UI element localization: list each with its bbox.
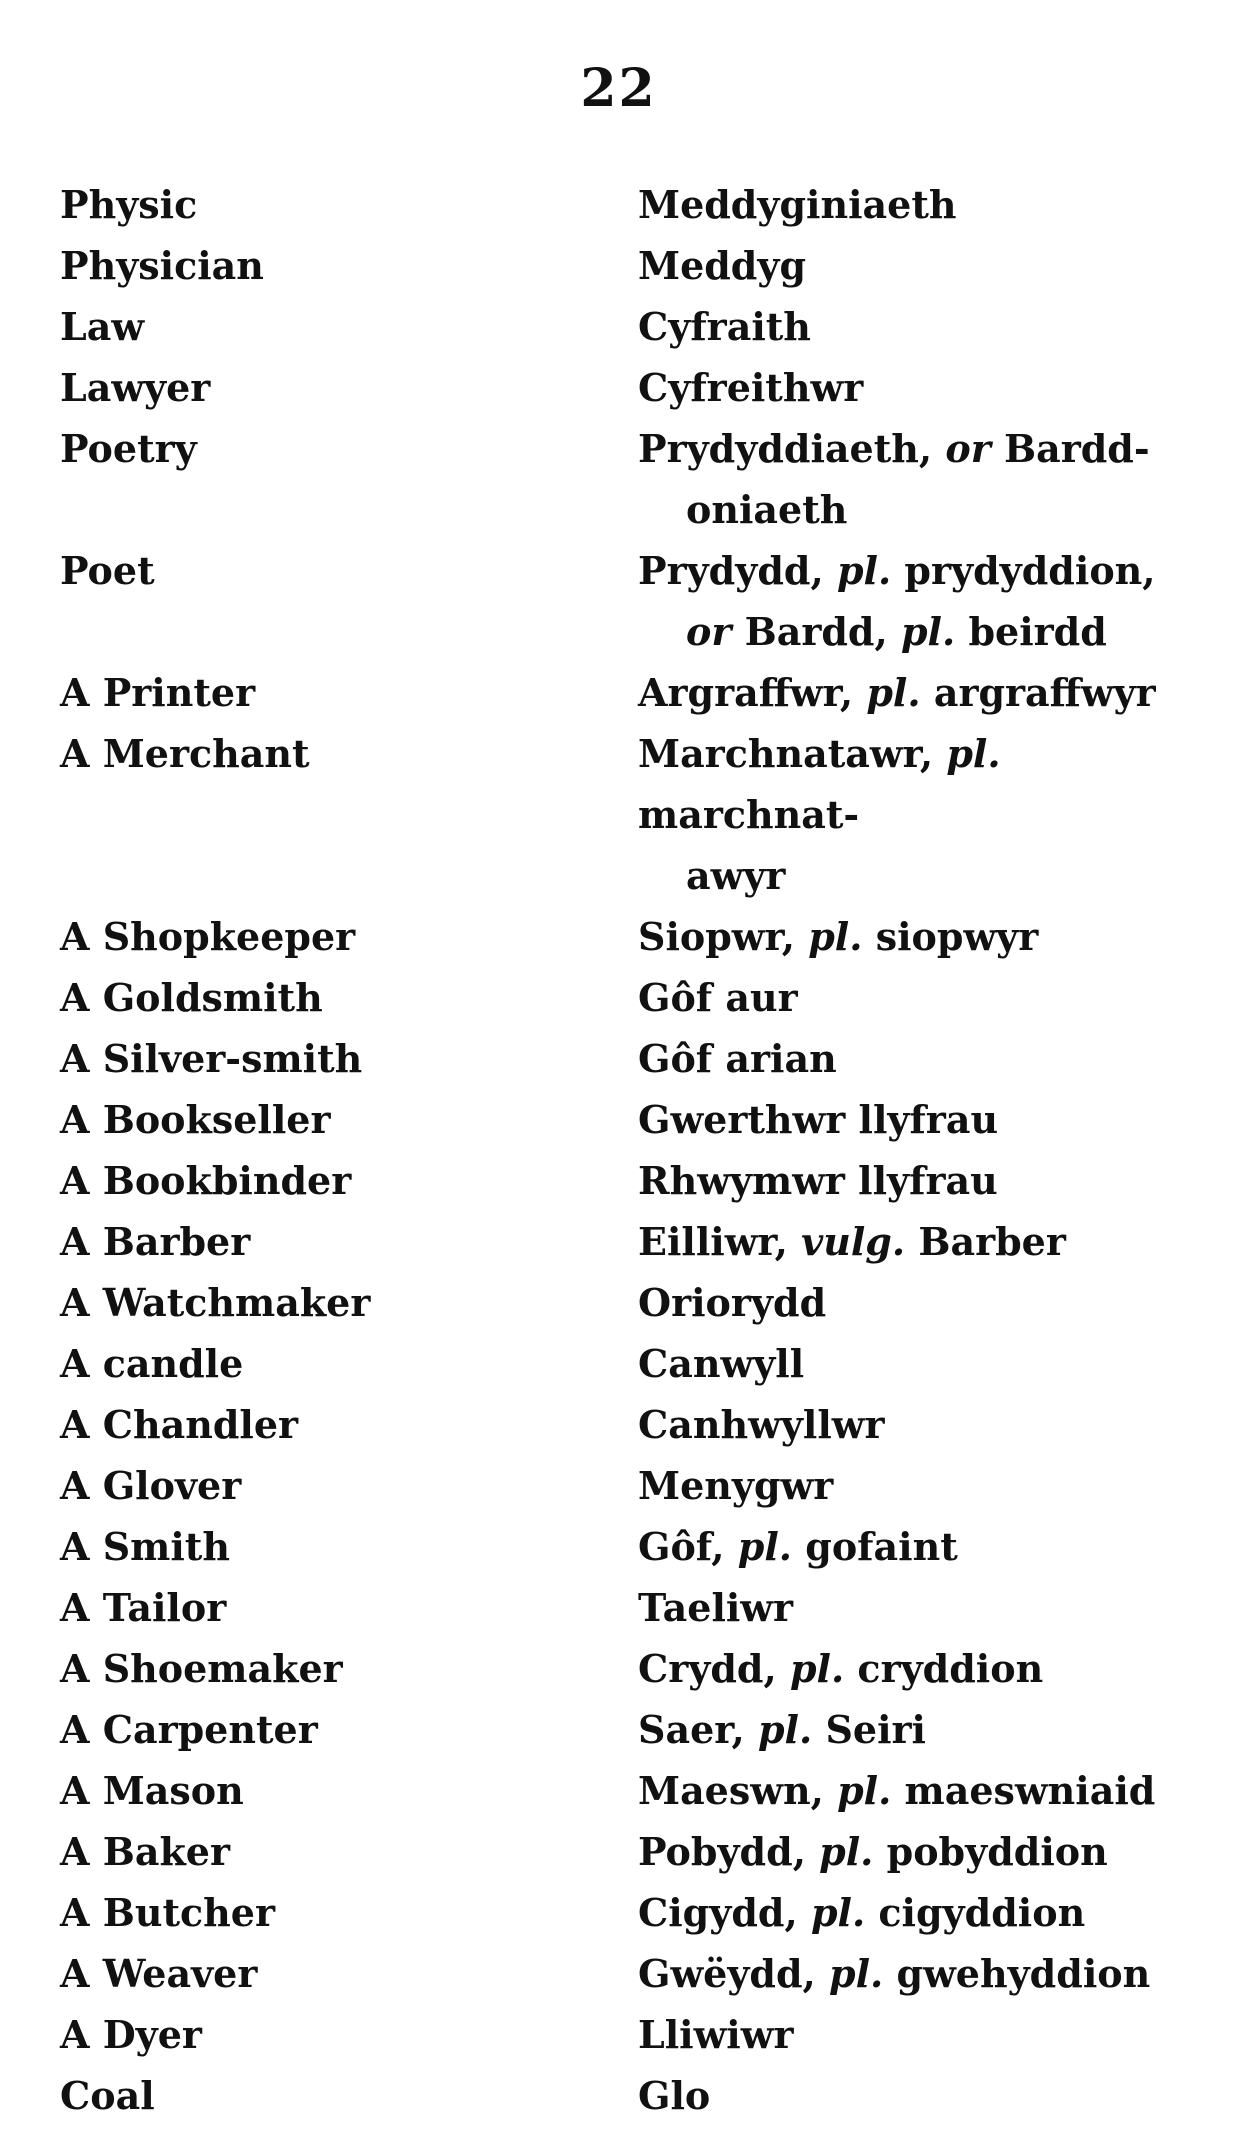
translation-text: cigyddion [865, 1890, 1086, 1935]
english-term: A candle [60, 1341, 244, 1386]
translation-text: Rhwymwr llyfrau [638, 1158, 998, 1203]
glossary-row [60, 357, 1190, 418]
glossary-row [60, 1821, 1190, 1882]
welsh-translation [638, 967, 1190, 1028]
glossary-row [60, 1516, 1190, 1577]
welsh-translation [638, 1821, 1190, 1882]
translation-line [638, 1638, 1190, 1699]
translation-text: Meddyginiaeth [638, 182, 957, 227]
abbreviation: pl. [757, 1707, 813, 1752]
translation-line [638, 723, 1190, 845]
translation-text: Saer, [638, 1707, 758, 1752]
english-term: Poetry [60, 426, 197, 471]
glossary-row [60, 1943, 1190, 2004]
abbreviation: or [686, 609, 732, 654]
translation-text: prydyddion, [891, 548, 1156, 593]
translation-line [638, 1699, 1190, 1760]
translation-text: Maeswn, [638, 1768, 838, 1813]
translation-text: Prydyddiaeth, [638, 426, 946, 471]
english-term: A Dyer [60, 2012, 202, 2057]
welsh-translation [638, 1150, 1190, 1211]
english-term: Lawyer [60, 365, 211, 410]
translation-text: Taeliwr [638, 1585, 794, 1630]
translation-text: beirdd [955, 609, 1107, 654]
glossary-row [60, 906, 1190, 967]
abbreviation: or [945, 426, 991, 471]
translation-line [638, 2004, 1190, 2065]
translation-line [638, 1394, 1190, 1455]
translation-text: Gwerthwr llyfrau [638, 1097, 999, 1142]
glossary-row [60, 174, 1190, 235]
welsh-translation [638, 540, 1190, 662]
abbreviation: vulg. [801, 1219, 906, 1264]
welsh-translation [638, 1699, 1190, 1760]
translation-text: Prydydd, [638, 548, 837, 593]
translation-text: Glo [638, 2073, 711, 2118]
welsh-translation [638, 235, 1190, 296]
welsh-translation [638, 1516, 1190, 1577]
glossary-row [60, 967, 1190, 1028]
abbreviation: pl. [808, 914, 863, 959]
glossary-row [60, 1272, 1190, 1333]
english-term: A Goldsmith [60, 975, 323, 1020]
translation-text: Menygwr [638, 1463, 834, 1508]
english-term: Physic [60, 182, 198, 227]
translation-line [638, 1760, 1190, 1821]
translation-text: Gôf aur [638, 975, 798, 1020]
welsh-translation [638, 1638, 1190, 1699]
translation-text: gwehyddion [883, 1951, 1151, 1996]
english-term: A Shoemaker [60, 1646, 343, 1691]
abbreviation: pl. [837, 1768, 892, 1813]
welsh-translation [638, 1272, 1190, 1333]
welsh-translation [638, 2004, 1190, 2065]
translation-line [638, 1150, 1190, 1211]
translation-text: Eilliwr, [638, 1219, 802, 1264]
english-term: A Shopkeeper [60, 914, 356, 959]
translation-text: siopwyr [862, 914, 1039, 959]
welsh-translation [638, 1089, 1190, 1150]
glossary-row [60, 540, 1190, 662]
welsh-translation [638, 1394, 1190, 1455]
translation-line [638, 2065, 1190, 2126]
abbreviation: pl. [866, 670, 921, 715]
translation-text: Barber [905, 1219, 1066, 1264]
english-term: A Bookbinder [60, 1158, 352, 1203]
welsh-translation [638, 1455, 1190, 1516]
english-term: Law [60, 304, 145, 349]
welsh-translation [638, 174, 1190, 235]
glossary-row [60, 1394, 1190, 1455]
translation-line [638, 357, 1190, 418]
translation-line [638, 601, 1190, 662]
translation-line [638, 540, 1190, 601]
welsh-translation [638, 1028, 1190, 1089]
glossary-row [60, 2065, 1190, 2126]
translation-text: Seiri [812, 1707, 926, 1752]
abbreviation: pl. [737, 1524, 793, 1569]
translation-line [638, 1882, 1190, 1943]
english-term: A Carpenter [60, 1707, 318, 1752]
translation-line [638, 479, 1190, 540]
translation-line [638, 906, 1190, 967]
abbreviation: pl. [829, 1951, 884, 1996]
translation-line [638, 1272, 1190, 1333]
translation-line [638, 296, 1190, 357]
welsh-translation [638, 1760, 1190, 1821]
translation-line [638, 1333, 1190, 1394]
translation-line [638, 418, 1190, 479]
abbreviation: pl. [946, 731, 1001, 776]
translation-text: Oriorydd [638, 1280, 827, 1325]
translation-text: maeswniaid [891, 1768, 1156, 1813]
glossary-row [60, 2004, 1190, 2065]
glossary-row [60, 1089, 1190, 1150]
welsh-translation [638, 1943, 1190, 2004]
translation-text: Bardd- [990, 426, 1150, 471]
abbreviation: pl. [836, 548, 892, 593]
welsh-translation [638, 906, 1190, 967]
glossary-row [60, 1150, 1190, 1211]
welsh-translation [638, 662, 1190, 723]
glossary-row [60, 418, 1190, 540]
glossary-row [60, 296, 1190, 357]
translation-text: Cyfreithwr [638, 365, 864, 410]
welsh-translation [638, 296, 1190, 357]
translation-text: Gwëydd, [638, 1951, 830, 1996]
translation-text: Bardd, [731, 609, 901, 654]
translation-line [638, 235, 1190, 296]
translation-text: gofaint [792, 1524, 958, 1569]
translation-text: pobyddion [873, 1829, 1108, 1874]
glossary-row [60, 235, 1190, 296]
translation-text: Marchnatawr, [638, 731, 947, 776]
english-term: A Baker [60, 1829, 230, 1874]
translation-line [638, 1516, 1190, 1577]
translation-text: awyr [686, 853, 786, 898]
translation-text: argraffwyr [920, 670, 1156, 715]
english-term: A Mason [60, 1768, 244, 1813]
glossary-row [60, 723, 1190, 906]
english-term: A Merchant [60, 731, 310, 776]
english-term: Poet [60, 548, 155, 593]
page-number: 22 [580, 58, 657, 119]
translation-text: oniaeth [686, 487, 848, 532]
translation-text: Cigydd, [638, 1890, 811, 1935]
glossary-table [60, 174, 1190, 2126]
glossary-row [60, 1333, 1190, 1394]
glossary-row [60, 1760, 1190, 1821]
welsh-translation [638, 723, 1190, 906]
glossary-row [60, 1638, 1190, 1699]
translation-text: Lliwiwr [638, 2012, 794, 2057]
translation-text: Gôf, [638, 1524, 738, 1569]
translation-text: Canhwyllwr [638, 1402, 885, 1447]
translation-text: Siopwr, [638, 914, 809, 959]
translation-text: Gôf arian [638, 1036, 837, 1081]
translation-line [638, 1577, 1190, 1638]
english-term: Physician [60, 243, 264, 288]
welsh-translation [638, 1882, 1190, 1943]
glossary-row [60, 1455, 1190, 1516]
translation-text: cryddion [844, 1646, 1044, 1691]
translation-line [638, 1089, 1190, 1150]
welsh-translation [638, 2065, 1190, 2126]
abbreviation: pl. [789, 1646, 845, 1691]
translation-line [638, 1455, 1190, 1516]
translation-line [638, 174, 1190, 235]
english-term: A Watchmaker [60, 1280, 371, 1325]
translation-text: Meddyg [638, 243, 807, 288]
abbreviation: pl. [900, 609, 956, 654]
english-term: A Barber [60, 1219, 251, 1264]
translation-text: Cyfraith [638, 304, 811, 349]
translation-text: Argraffwr, [638, 670, 867, 715]
glossary-row [60, 1699, 1190, 1760]
glossary-row [60, 1211, 1190, 1272]
welsh-translation [638, 418, 1190, 540]
translation-line [638, 1211, 1190, 1272]
translation-text: Pobydd, [638, 1829, 820, 1874]
glossary-row [60, 662, 1190, 723]
english-term: A Bookseller [60, 1097, 331, 1142]
english-term: A Glover [60, 1463, 242, 1508]
english-term: A Butcher [60, 1890, 275, 1935]
translation-line [638, 1028, 1190, 1089]
english-term: A Chandler [60, 1402, 299, 1447]
english-term: A Printer [60, 670, 256, 715]
translation-line [638, 1821, 1190, 1882]
english-term: A Silver-smith [60, 1036, 363, 1081]
english-term: A Tailor [60, 1585, 227, 1630]
english-term: Coal [60, 2073, 155, 2118]
abbreviation: pl. [810, 1890, 866, 1935]
welsh-translation [638, 1333, 1190, 1394]
welsh-translation [638, 357, 1190, 418]
glossary-row [60, 1577, 1190, 1638]
abbreviation: pl. [819, 1829, 874, 1874]
translation-line [638, 662, 1190, 723]
translation-text: Canwyll [638, 1341, 805, 1386]
translation-line [638, 1943, 1190, 2004]
welsh-translation [638, 1211, 1190, 1272]
english-term: A Smith [60, 1524, 230, 1569]
welsh-translation [638, 1577, 1190, 1638]
translation-line [638, 967, 1190, 1028]
english-term: A Weaver [60, 1951, 258, 1996]
glossary-row [60, 1882, 1190, 1943]
translation-line [638, 845, 1190, 906]
glossary-row [60, 1028, 1190, 1089]
translation-text: Crydd, [638, 1646, 790, 1691]
translation-text: marchnat- [638, 792, 860, 837]
